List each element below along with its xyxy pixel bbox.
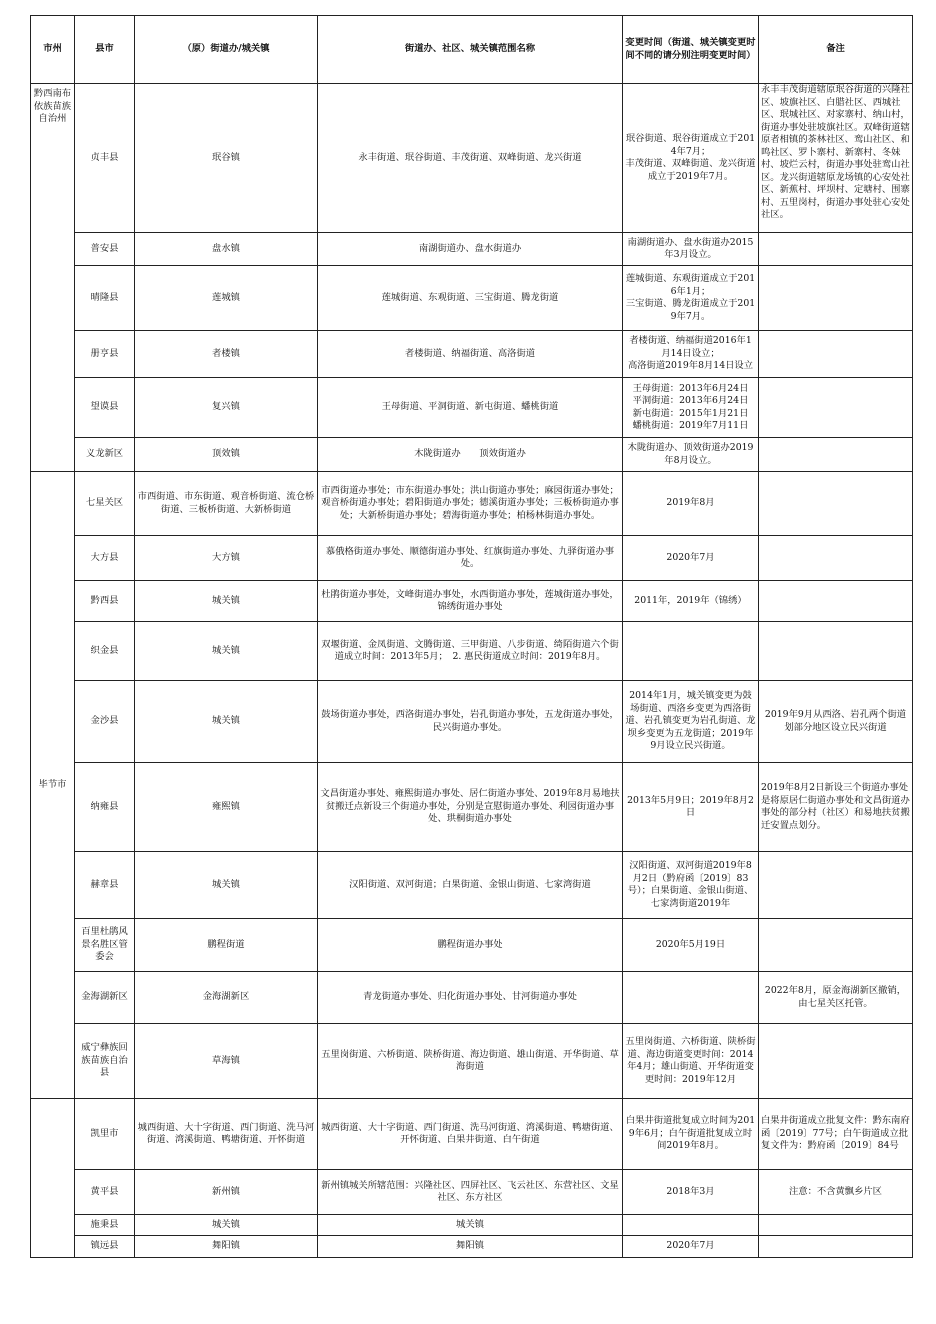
county-cell: 七星关区	[75, 472, 135, 536]
orig-town-cell: 雍熙镇	[135, 763, 318, 852]
table-row	[31, 852, 913, 919]
header-orig-town: （原）街道办/城关镇	[135, 16, 318, 84]
orig-town-cell: 鹏程街道	[135, 919, 318, 972]
change-time-cell: 者楼街道、纳福街道2016年1月14日设立； 高洛街道2019年8月14日设立	[623, 331, 759, 378]
county-cell: 黄平县	[75, 1170, 135, 1215]
county-cell: 晴隆县	[75, 266, 135, 331]
note-cell	[759, 233, 913, 266]
table-row	[31, 438, 913, 472]
note-cell: 白果井街道成立批复文件：黔东南府函〔2019〕77号；白午街道成立批复文件为：黔府函〔2019〕84号	[759, 1099, 913, 1170]
scope-cell: 城西街道、大十字街道、西门街道、洗马河街道、湾溪街道、鸭塘街道、开怀街道、白果井街道、白午街道	[318, 1099, 623, 1170]
note-cell	[759, 1236, 913, 1258]
header-county: 县市	[75, 16, 135, 84]
note-cell	[759, 266, 913, 331]
note-cell	[759, 472, 913, 536]
note-cell	[759, 919, 913, 972]
county-cell: 望谟县	[75, 378, 135, 438]
county-cell: 纳雍县	[75, 763, 135, 852]
orig-town-cell: 新州镇	[135, 1170, 318, 1215]
county-cell: 百里杜鹃风景名胜区管委会	[75, 919, 135, 972]
change-time-cell: 2011年，2019年（锦绣）	[623, 581, 759, 622]
table-row	[31, 84, 913, 233]
note-cell	[759, 438, 913, 472]
county-cell: 施秉县	[75, 1215, 135, 1236]
county-cell: 金沙县	[75, 681, 135, 763]
change-time-cell: 王母街道：2013年6月24日 平洞街道：2013年6月24日 新屯街道：2015年1月21日 蟠桃街道：2019年7月11日	[623, 378, 759, 438]
change-time-cell: 2020年7月	[623, 536, 759, 581]
county-cell: 镇远县	[75, 1236, 135, 1258]
orig-town-cell: 盘水镇	[135, 233, 318, 266]
scope-cell: 双堰街道、金凤街道、文腾街道、三甲街道、八步街道、绮陌街道六个街道成立时间：2013年5月； 2. 惠民街道成立时间：2019年8月。	[318, 622, 623, 681]
scope-cell: 者楼街道、纳福街道、高洛街道	[318, 331, 623, 378]
change-time-cell: 南湖街道办、盘水街道办2015年3月设立。	[623, 233, 759, 266]
orig-town-cell: 城关镇	[135, 852, 318, 919]
header-city: 市州	[31, 16, 75, 84]
scope-cell: 五里岗街道、六桥街道、陕桥街道、海边街道、雄山街道、开华街道、草海街道	[318, 1024, 623, 1099]
note-text: 永丰丰茂街道辖原珉谷街道的兴隆社区、坡旗社区、白腊社区、西城社区、珉城社区、对家寨村、纳山村，街道办事处驻坡旗社区。双峰街道辖原者相镇的茶林社区、鸾山社区、和鸣社区、罗卜寨村、新寨村、冬妹村、坡烂云村，街道办事处驻鸾山社区。龙兴街道辖原龙场镇的心安处社区、新蕉村、坪坝村、定塘村、围寨村、五里岗村，街道办事处驻心安处社区。	[761, 84, 910, 220]
orig-town-cell: 城关镇	[135, 622, 318, 681]
table-row	[31, 472, 913, 536]
change-time-cell: 莲城街道、东观街道成立于2016年1月； 三宝街道、腾龙街道成立于2019年7月。	[623, 266, 759, 331]
table-row	[31, 331, 913, 378]
scope-cell: 王母街道、平洞街道、新屯街道、蟠桃街道	[318, 378, 623, 438]
header-scope: 街道办、社区、城关镇范围名称	[318, 16, 623, 84]
change-time-cell: 2018年3月	[623, 1170, 759, 1215]
table-row	[31, 266, 913, 331]
header-change-time: 变更时间（街道、城关镇变更时间不同的请分别注明变更时间）	[623, 16, 759, 84]
table-row	[31, 1170, 913, 1215]
orig-town-cell: 复兴镇	[135, 378, 318, 438]
scope-cell: 莲城街道、东观街道、三宝街道、腾龙街道	[318, 266, 623, 331]
table-row	[31, 1215, 913, 1236]
table-row	[31, 1024, 913, 1099]
note-cell: 2022年8月，原金海湖新区撤销，由七星关区托管。	[759, 972, 913, 1024]
note-cell: 2019年9月从西洛、岩孔两个街道划部分地区设立民兴街道	[759, 681, 913, 763]
note-cell	[759, 331, 913, 378]
orig-town-cell: 顶效镇	[135, 438, 318, 472]
note-cell	[759, 1024, 913, 1099]
scope-cell: 青龙街道办事处、归化街道办事处、甘河街道办事处	[318, 972, 623, 1024]
scope-cell: 汉阳街道、双河街道；白果街道、金银山街道、七家湾街道	[318, 852, 623, 919]
scope-cell: 鼓场街道办事处，西洛街道办事处，岩孔街道办事处，五龙街道办事处，民兴街道办事处。	[318, 681, 623, 763]
table-row	[31, 763, 913, 852]
table-row	[31, 681, 913, 763]
note-cell	[759, 622, 913, 681]
orig-town-cell: 大方镇	[135, 536, 318, 581]
change-time-cell: 五里岗街道、六桥街道、陕桥街道、海边街道变更时间：2014年4月；雄山街道、开华街道变更时间：2019年12月	[623, 1024, 759, 1099]
scope-cell: 文昌街道办事处、雍熙街道办事处、居仁街道办事处、2019年8月易地扶贫搬迁点新设三个街道办事处，分别是宣慰街道办事处、利园街道办事处、珙桐街道办事处	[318, 763, 623, 852]
scope-cell: 市西街道办事处；市东街道办事处；洪山街道办事处；麻园街道办事处；观音桥街道办事处；碧阳街道办事处；德溪街道办事处；三板桥街道办事处；大新桥街道办事处；碧海街道办事处；柏杨林街道办事处。	[318, 472, 623, 536]
scope-cell: 新州镇城关所辖范围：兴隆社区、四屏社区、飞云社区、东营社区、文星社区、东方社区	[318, 1170, 623, 1215]
city-cell	[31, 1099, 75, 1258]
scope-cell: 慕俄格街道办事处、顺德街道办事处、红旗街道办事处、九驿街道办事处。	[318, 536, 623, 581]
change-time-cell	[623, 1215, 759, 1236]
change-time-cell	[623, 622, 759, 681]
note-cell: 注意：不含黄飘乡片区	[759, 1170, 913, 1215]
orig-town-cell: 城关镇	[135, 581, 318, 622]
change-time-cell: 2014年1月，城关镇变更为鼓场街道、西洛乡变更为西洛街道、岩孔镇变更为岩孔街道、龙坝乡变更为五龙街道；2019年9月设立民兴街道。	[623, 681, 759, 763]
note-cell: 2019年8月2日新设三个街道办事处是将原居仁街道办事处和文昌街道办事处的部分村（社区）和易地扶贫搬迁安置点划分。	[759, 763, 913, 852]
orig-town-cell: 城关镇	[135, 681, 318, 763]
county-cell: 贞丰县	[75, 84, 135, 233]
orig-town-cell: 市西街道、市东街道、观音桥街道、流仓桥街道、三板桥街道、大新桥街道	[135, 472, 318, 536]
change-time-cell: 汉阳街道、双河街道2019年8月2日（黔府函〔2019〕83号）；白果街道、金银山街道、七家湾街道2019年	[623, 852, 759, 919]
change-time-cell: 白果井街道批复成立时间为2019年6月；白午街道批复成立时间2019年8月。	[623, 1099, 759, 1170]
scope-cell: 永丰街道、珉谷街道、丰茂街道、双峰街道、龙兴街道	[318, 84, 623, 233]
table-row	[31, 233, 913, 266]
county-cell: 赫章县	[75, 852, 135, 919]
header-note: 备注	[759, 16, 913, 84]
table-row	[31, 1236, 913, 1258]
table-row	[31, 581, 913, 622]
scope-cell: 木陇街道办 顶效街道办	[318, 438, 623, 472]
scope-cell: 城关镇	[318, 1215, 623, 1236]
change-time-cell: 2020年7月	[623, 1236, 759, 1258]
orig-town-cell: 金海湖新区	[135, 972, 318, 1024]
change-time-cell: 2013年5月9日；2019年8月2日	[623, 763, 759, 852]
change-time-cell: 2019年8月	[623, 472, 759, 536]
scope-cell: 舞阳镇	[318, 1236, 623, 1258]
change-time-cell	[623, 972, 759, 1024]
change-time-cell: 珉谷街道、珉谷街道成立于2014年7月； 丰茂街道、双峰街道、龙兴街道成立于2019年7月。	[623, 84, 759, 233]
county-cell: 普安县	[75, 233, 135, 266]
orig-town-cell: 莲城镇	[135, 266, 318, 331]
scope-cell: 南湖街道办、盘水街道办	[318, 233, 623, 266]
note-cell	[759, 84, 913, 233]
change-time-cell: 木陇街道办、顶效街道办2019年8月设立。	[623, 438, 759, 472]
county-cell: 黔西县	[75, 581, 135, 622]
county-cell: 义龙新区	[75, 438, 135, 472]
note-cell	[759, 852, 913, 919]
note-cell	[759, 1215, 913, 1236]
scope-cell: 鹏程街道办事处	[318, 919, 623, 972]
table-row	[31, 378, 913, 438]
county-cell: 册亨县	[75, 331, 135, 378]
district-table	[30, 15, 913, 1258]
table-row	[31, 972, 913, 1024]
city-cell: 黔西南布依族苗族自治州	[31, 84, 75, 472]
orig-town-cell: 珉谷镇	[135, 84, 318, 233]
county-cell: 金海湖新区	[75, 972, 135, 1024]
header-row	[31, 16, 913, 84]
county-cell: 大方县	[75, 536, 135, 581]
note-cell	[759, 536, 913, 581]
table-row	[31, 622, 913, 681]
county-cell: 织金县	[75, 622, 135, 681]
note-cell	[759, 378, 913, 438]
orig-town-cell: 草海镇	[135, 1024, 318, 1099]
county-cell: 凯里市	[75, 1099, 135, 1170]
orig-town-cell: 城关镇	[135, 1215, 318, 1236]
orig-town-cell: 城西街道、大十字街道、西门街道、洗马河街道、湾溪街道、鸭塘街道、开怀街道	[135, 1099, 318, 1170]
note-cell	[759, 581, 913, 622]
city-cell: 毕节市	[31, 472, 75, 1099]
scope-cell: 杜鹃街道办事处，文峰街道办事处，水西街道办事处，莲城街道办事处，锦绣街道办事处	[318, 581, 623, 622]
orig-town-cell: 舞阳镇	[135, 1236, 318, 1258]
orig-town-cell: 者楼镇	[135, 331, 318, 378]
county-cell: 威宁彝族回族苗族自治县	[75, 1024, 135, 1099]
table-row	[31, 536, 913, 581]
table-row	[31, 919, 913, 972]
change-time-cell: 2020年5月19日	[623, 919, 759, 972]
table-row	[31, 1099, 913, 1170]
